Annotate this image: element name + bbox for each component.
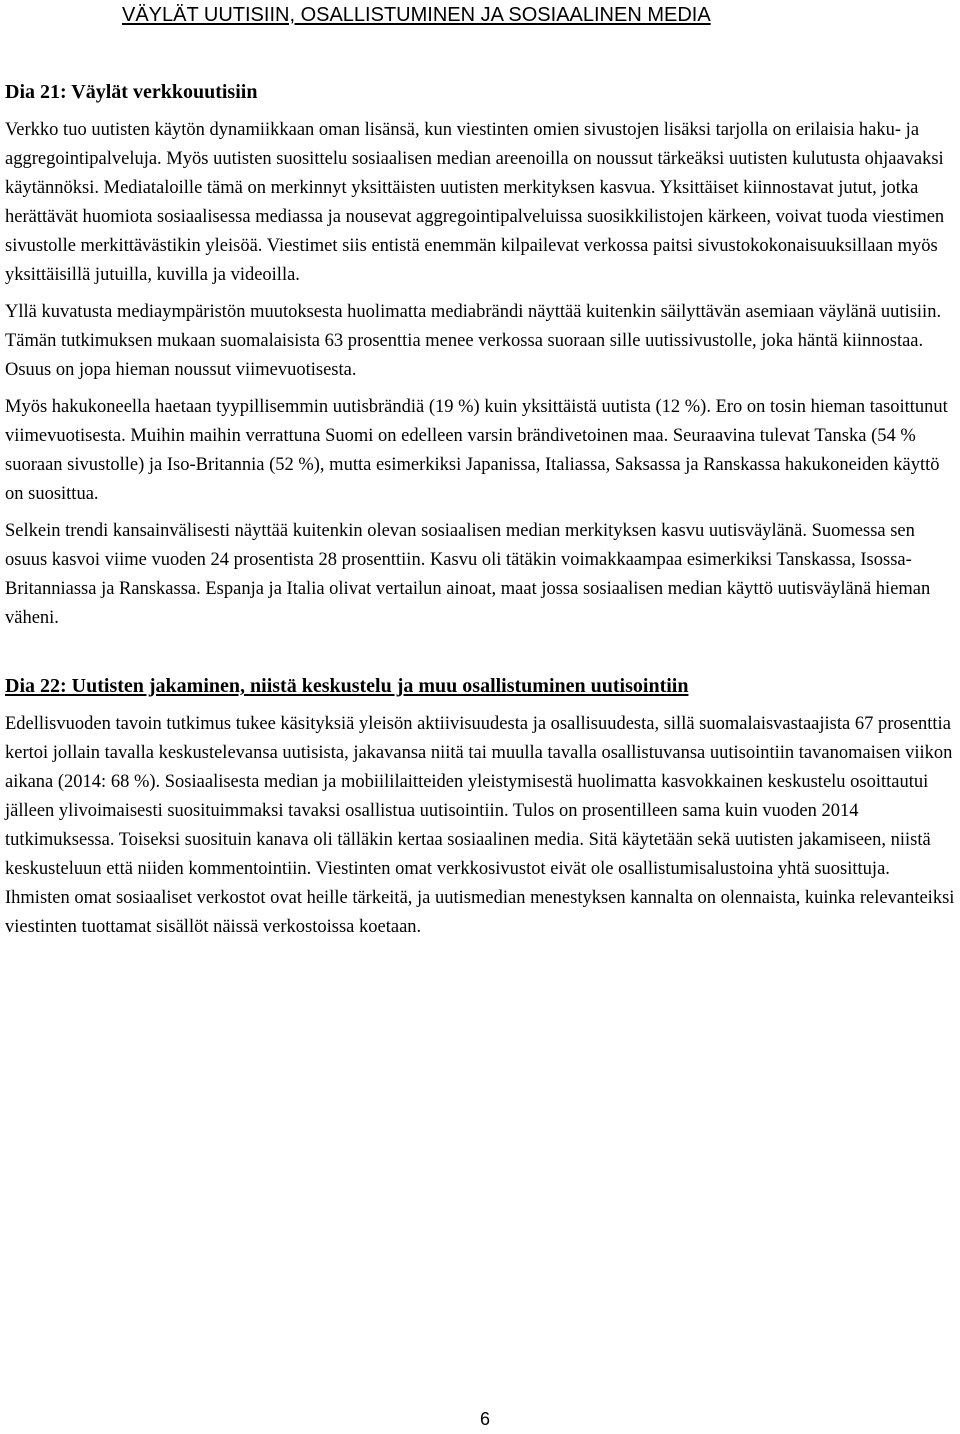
paragraph: Verkko tuo uutisten käytön dynamiikkaan oman lisänsä, kun viestinten omien sivustojen lisäksi tarjolla on erilaisia haku- ja aggregointipalveluja. Myös uutisten suosittelu sosiaalisen median areenoilla on noussut tärkeäksi uutisten kulutusta ohjaavaksi käytännöksi. Mediataloille tämä on merkinnyt yksittäisten uutisten merkityksen kasvua. Yksittäiset kiinnostavat jutut, jotka herättävät huomiota sosiaalisessa mediassa ja nousevat aggregointipalveluissa suosikkilistojen kärkeen, voivat tuoda viestimen sivustolle merkittävästikin yleisöä. Viestimet siis entistä enemmän kilpailevat verkossa paitsi sivustokokonaisuuksillaan myös yksittäisillä jutuilla, kuvilla ja videoilla. (5, 120, 945, 285)
page-number: 6 (479, 1409, 490, 1429)
running-header-title: VÄYLÄT UUTISIIN, OSALLISTUMINEN JA SOSIAALINEN MEDIA (122, 4, 711, 26)
paragraph: Selkein trendi kansainvälisesti näyttää kuitenkin olevan sosiaalisen median merkityksen kasvu uutisväylänä. Suomessa sen osuus kasvoi viime vuoden 24 prosentista 28 prosenttiin. Kasvu oli tätäkin voimakkaampaa esimerkiksi Tanskassa, Isossa-Britanniassa ja Ranskassa. Espanja ja Italia olivat vertailun ainoat, maat jossa sosiaalisen median käyttö uutisväylänä hieman väheni. (5, 521, 931, 628)
paragraph: Edellisvuoden tavoin tutkimus tukee käsityksiä yleisön aktiivisuudesta ja osallisuudesta, sillä suomalaisvastaajista 67 prosenttia kertoi jollain tavalla keskustelevansa uutisista, jakavansa niitä tai muulla tavalla osallistuvansa uutisointiin tavanomaisen viikon aikana (2014: 68 %). Sosiaalisesta median ja mobiililaitteiden yleistymisestä huolimatta kasvokkainen keskustelu osoittautui jälleen ylivoimaisesti suosituimmaksi tavaksi osallistua uutisointiin. Tulos on prosentilleen sama kuin vuoden 2014 tutkimuksessa. Toiseksi suosituin kanava oli tälläkin kertaa sosiaalinen media. Sitä käytetään sekä uutisten jakamiseen, niistä keskusteluun että niiden kommentointiin. Viestinten omat verkkosivustot eivät ole osallistumisalustoina yhtä suosittuja. Ihmisten omat sosiaaliset verkostot ovat heille tärkeitä, ja uutismedian menestyksen kannalta on olennaista, kuinka relevanteiksi viestinten tuottamat sisällöt näissä verkostoissa koetaan. (5, 714, 955, 937)
paragraph: Myös hakukoneella haetaan tyypillisemmin uutisbrändiä (19 %) kuin yksittäistä uutista (12 %). Ero on tosin hieman tasoittunut viimevuotisesta. Muihin maihin verrattuna Suomi on edelleen varsin brändivetoinen maa. Seuraavina tulevat Tanska (54 % suoraan sivustolle) ja Iso-Britannia (52 %), mutta esimerkiksi Japanissa, Italiassa, Saksassa ja Ranskassa hakukoneiden käyttö on suosittua. (5, 397, 948, 504)
paragraph: Yllä kuvatusta mediaympäristön muutoksesta huolimatta mediabrändi näyttää kuitenkin säilyttävän asemiaan väylänä uutisiin. Tämän tutkimuksen mukaan suomalaisista 63 prosenttia menee verkossa suoraan sille uutissivustolle, joka häntä kiinnostaa. Osuus on jopa hieman noussut viimevuotisesta. (5, 302, 942, 380)
section-heading-dia-21: Dia 21: Väylät verkkouutisiin (5, 81, 258, 103)
section-heading-dia-22: Dia 22: Uutisten jakaminen, niistä keskustelu ja muu osallistuminen uutisointiin (5, 675, 689, 697)
